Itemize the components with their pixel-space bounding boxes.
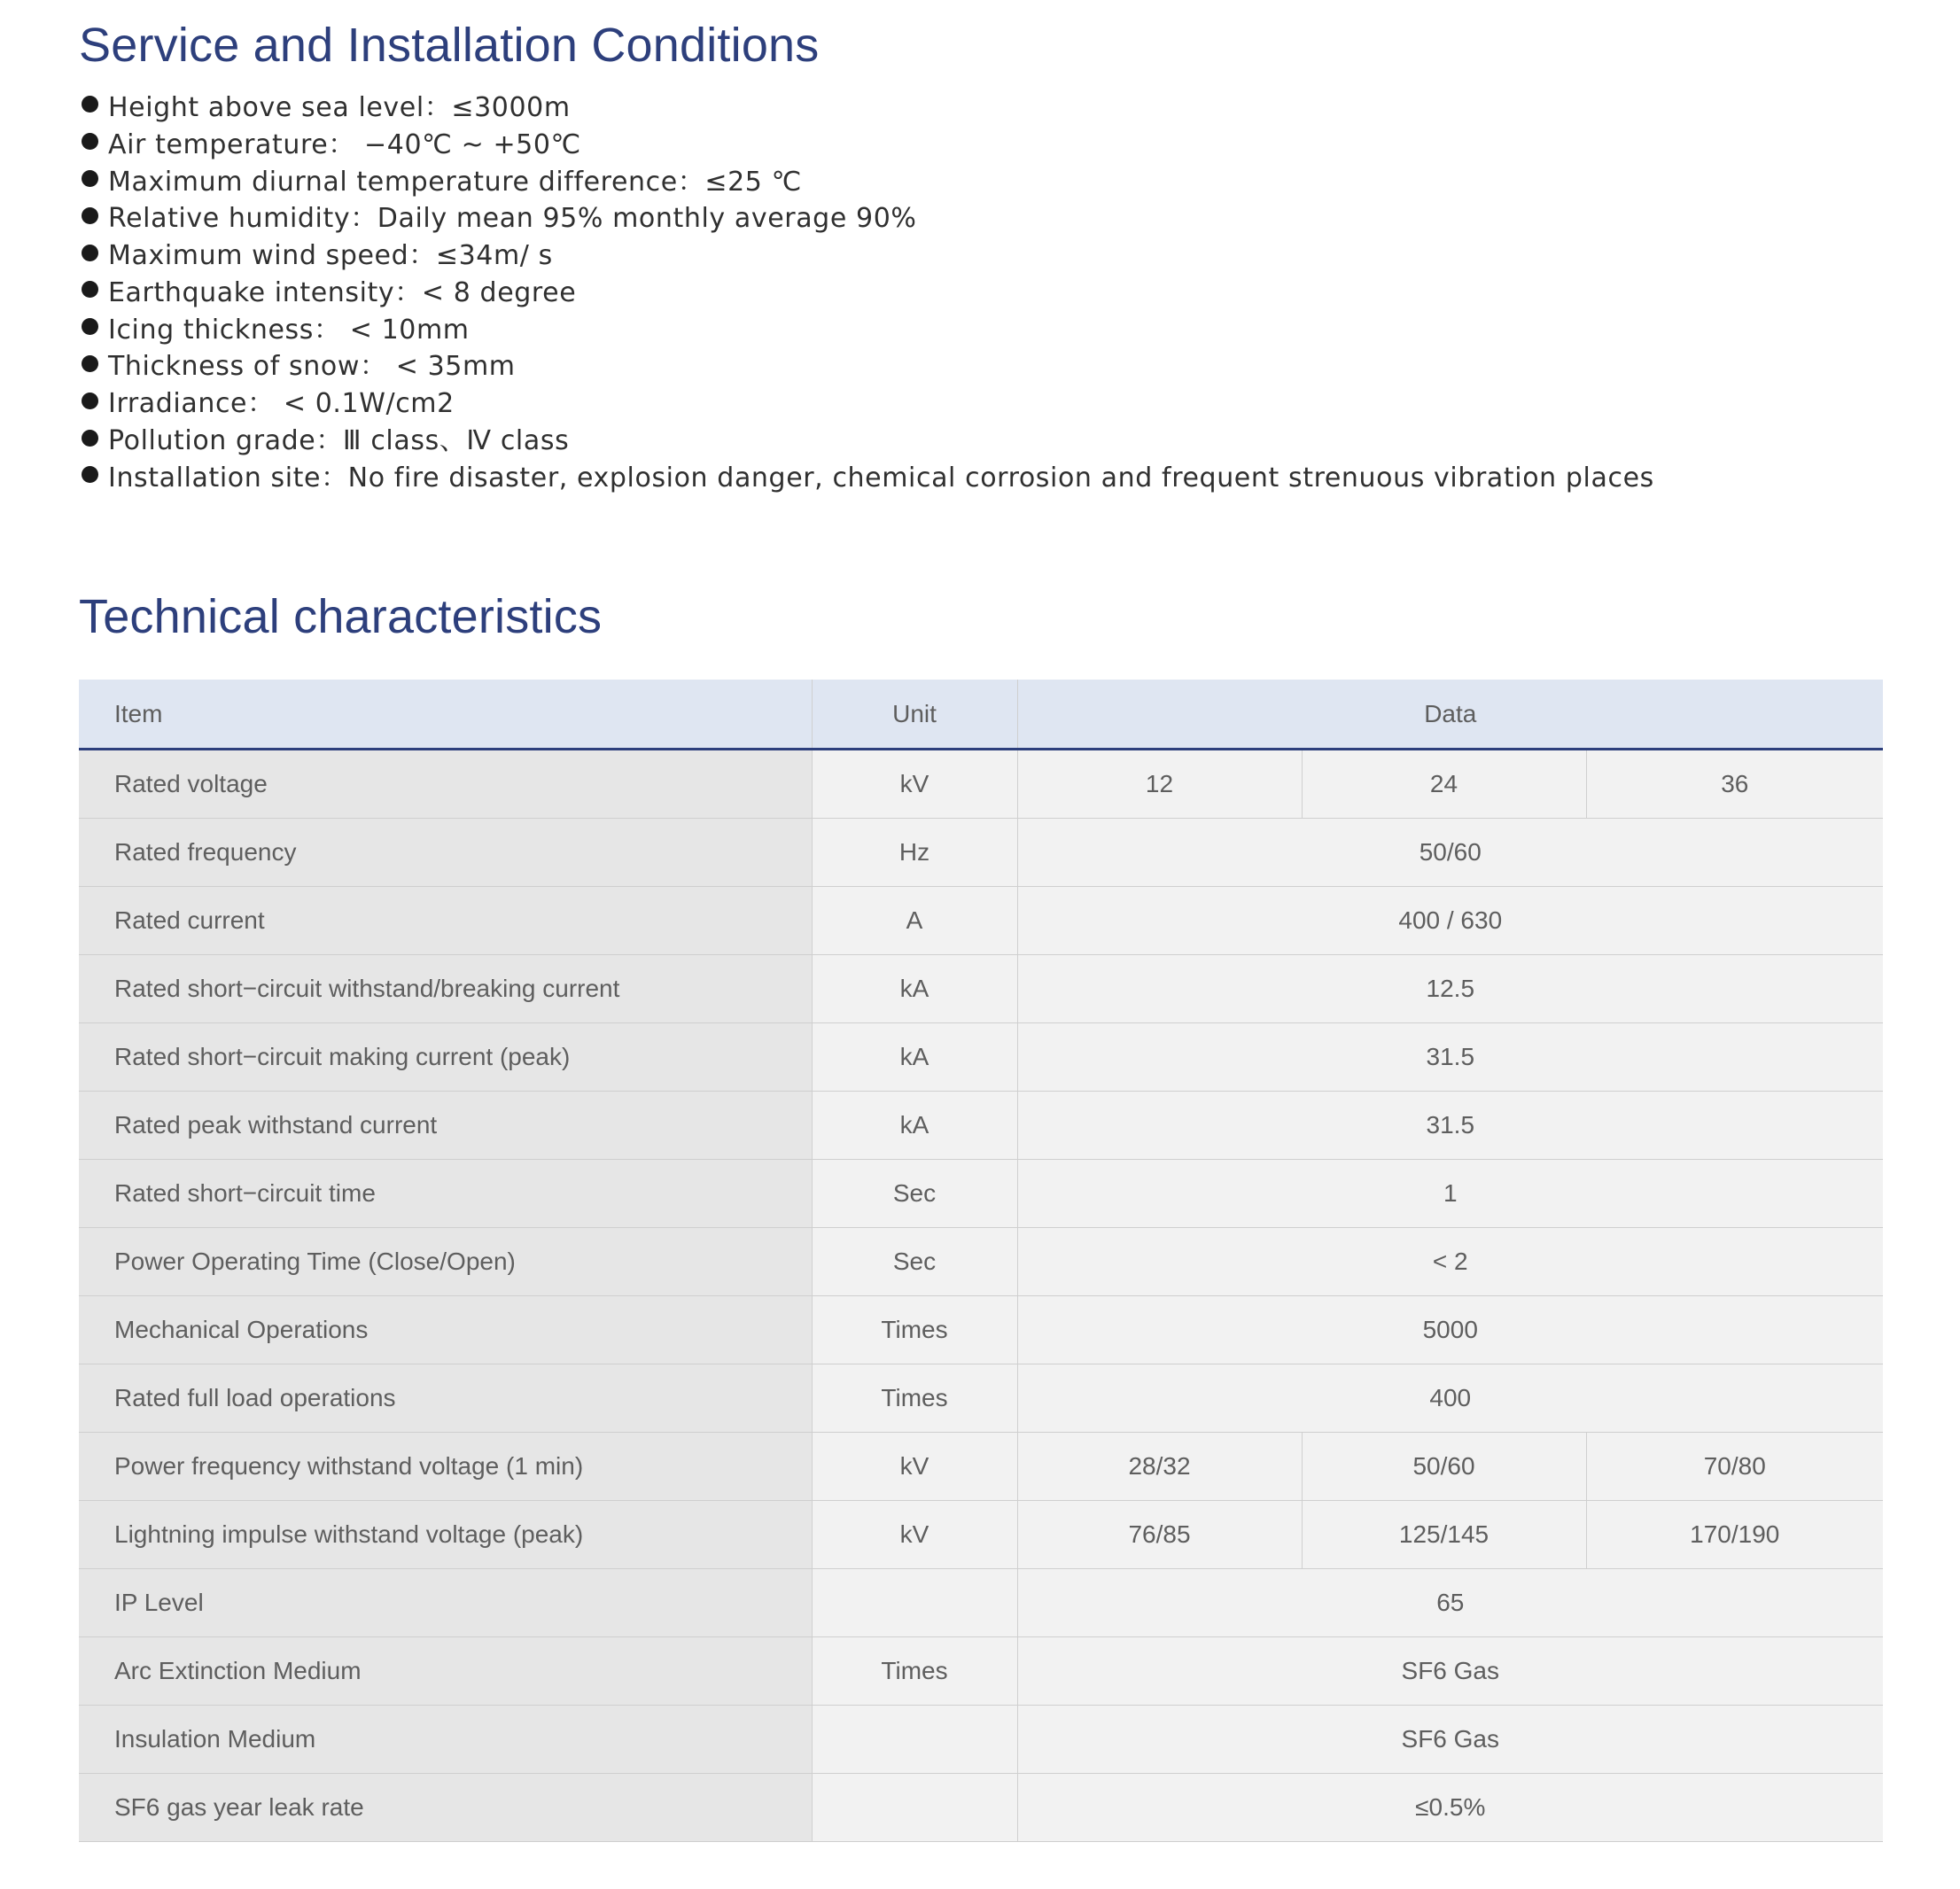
cell-data: 31.5: [1017, 1092, 1883, 1160]
table-body: [79, 750, 1883, 1842]
header-data: Data: [1017, 680, 1883, 750]
bullet-icon: [82, 355, 98, 372]
condition-item: [79, 160, 1654, 198]
cell-unit: kA: [812, 1092, 1017, 1160]
table-row: [79, 1364, 1883, 1433]
cell-unit: kV: [812, 1433, 1017, 1501]
table-row: [79, 1569, 1883, 1637]
cell-unit: kA: [812, 1023, 1017, 1092]
cell-data: 70/80: [1586, 1433, 1883, 1501]
condition-text: Thickness of snow： < 35mm: [108, 351, 516, 383]
cell-item: Rated short−circuit making current (peak): [79, 1023, 812, 1092]
service-conditions-list: [79, 86, 1654, 494]
bullet-icon: [82, 393, 98, 409]
cell-data: ≤0.5%: [1017, 1774, 1883, 1842]
cell-data: 31.5: [1017, 1023, 1883, 1092]
cell-item: IP Level: [79, 1569, 812, 1637]
cell-unit: [812, 1774, 1017, 1842]
cell-item: Power Operating Time (Close/Open): [79, 1228, 812, 1296]
condition-text: Installation site：No fire disaster, explosion danger, chemical corrosion and frequent strenuous vibration places: [108, 462, 1654, 494]
cell-data: 50/60: [1302, 1433, 1586, 1501]
cell-data: 76/85: [1017, 1501, 1302, 1569]
condition-text: Icing thickness： < 10mm: [108, 314, 470, 346]
condition-text: Height above sea level：≤3000m: [108, 91, 571, 123]
cell-unit: Times: [812, 1364, 1017, 1433]
table-row: [79, 1433, 1883, 1501]
table-row: [79, 1160, 1883, 1228]
cell-data: 12.5: [1017, 955, 1883, 1023]
cell-item: Rated short−circuit withstand/breaking current: [79, 955, 812, 1023]
cell-item: Arc Extinction Medium: [79, 1637, 812, 1706]
cell-item: Rated current: [79, 887, 812, 955]
cell-item: Rated peak withstand current: [79, 1092, 812, 1160]
condition-item: [79, 456, 1654, 494]
cell-data: 28/32: [1017, 1433, 1302, 1501]
bullet-icon: [82, 466, 98, 483]
condition-item: [79, 86, 1654, 123]
cell-item: SF6 gas year leak rate: [79, 1774, 812, 1842]
condition-item: [79, 271, 1654, 308]
bullet-icon: [82, 245, 98, 261]
cell-item: Power frequency withstand voltage (1 min): [79, 1433, 812, 1501]
bullet-icon: [82, 96, 98, 113]
table-row: [79, 750, 1883, 819]
cell-item: Rated frequency: [79, 819, 812, 887]
cell-unit: Sec: [812, 1228, 1017, 1296]
condition-text: Irradiance： < 0.1W/cm2: [108, 388, 455, 420]
table-row: [79, 887, 1883, 955]
service-conditions-title: Service and Installation Conditions: [79, 19, 820, 72]
table-row: [79, 1023, 1883, 1092]
condition-item: [79, 346, 1654, 383]
condition-text: Relative humidity：Daily mean 95% monthly average 90%: [108, 203, 917, 235]
cell-unit: [812, 1569, 1017, 1637]
table-header-row: [79, 680, 1883, 750]
cell-data: 24: [1302, 750, 1586, 819]
cell-data: 125/145: [1302, 1501, 1586, 1569]
bullet-icon: [82, 170, 98, 187]
cell-data: 400 / 630: [1017, 887, 1883, 955]
bullet-icon: [82, 281, 98, 298]
cell-data: 12: [1017, 750, 1302, 819]
condition-item: [79, 123, 1654, 160]
cell-data: 170/190: [1586, 1501, 1883, 1569]
table-row: [79, 1706, 1883, 1774]
condition-item: [79, 308, 1654, 346]
table-row: [79, 1774, 1883, 1842]
condition-item: [79, 419, 1654, 456]
cell-item: Lightning impulse withstand voltage (peak): [79, 1501, 812, 1569]
cell-data: SF6 Gas: [1017, 1706, 1883, 1774]
condition-text: Maximum wind speed：≤34m/ s: [108, 240, 553, 272]
cell-unit: kV: [812, 1501, 1017, 1569]
bullet-icon: [82, 318, 98, 335]
condition-text: Earthquake intensity：< 8 degree: [108, 276, 577, 308]
cell-item: Insulation Medium: [79, 1706, 812, 1774]
cell-data: 50/60: [1017, 819, 1883, 887]
bullet-icon: [82, 430, 98, 447]
condition-text: Air temperature： −40℃ ~ +50℃: [108, 128, 581, 160]
cell-item: Mechanical Operations: [79, 1296, 812, 1364]
technical-characteristics-title: Technical characteristics: [79, 590, 603, 643]
header-item: Item: [79, 680, 812, 750]
bullet-icon: [82, 133, 98, 150]
table-row: [79, 1092, 1883, 1160]
cell-item: Rated short−circuit time: [79, 1160, 812, 1228]
bullet-icon: [82, 207, 98, 224]
table-row: [79, 1637, 1883, 1706]
cell-unit: Times: [812, 1296, 1017, 1364]
condition-item: [79, 234, 1654, 271]
cell-data: 65: [1017, 1569, 1883, 1637]
cell-unit: [812, 1706, 1017, 1774]
cell-item: Rated full load operations: [79, 1364, 812, 1433]
cell-unit: A: [812, 887, 1017, 955]
condition-item: [79, 197, 1654, 234]
table-row: [79, 1296, 1883, 1364]
header-unit: Unit: [812, 680, 1017, 750]
cell-data: 1: [1017, 1160, 1883, 1228]
cell-unit: kA: [812, 955, 1017, 1023]
table-row: [79, 1501, 1883, 1569]
table-row: [79, 1228, 1883, 1296]
technical-characteristics-table: [79, 680, 1883, 1842]
cell-data: 5000: [1017, 1296, 1883, 1364]
cell-data: 400: [1017, 1364, 1883, 1433]
table-row: [79, 955, 1883, 1023]
cell-unit: Hz: [812, 819, 1017, 887]
condition-text: Maximum diurnal temperature difference：≤25 ℃: [108, 166, 802, 198]
cell-unit: Sec: [812, 1160, 1017, 1228]
cell-unit: Times: [812, 1637, 1017, 1706]
table-row: [79, 819, 1883, 887]
cell-item: Rated voltage: [79, 750, 812, 819]
cell-unit: kV: [812, 750, 1017, 819]
condition-item: [79, 382, 1654, 419]
cell-data: 36: [1586, 750, 1883, 819]
condition-text: Pollution grade：Ⅲ class、Ⅳ class: [108, 425, 570, 457]
cell-data: SF6 Gas: [1017, 1637, 1883, 1706]
cell-data: < 2: [1017, 1228, 1883, 1296]
